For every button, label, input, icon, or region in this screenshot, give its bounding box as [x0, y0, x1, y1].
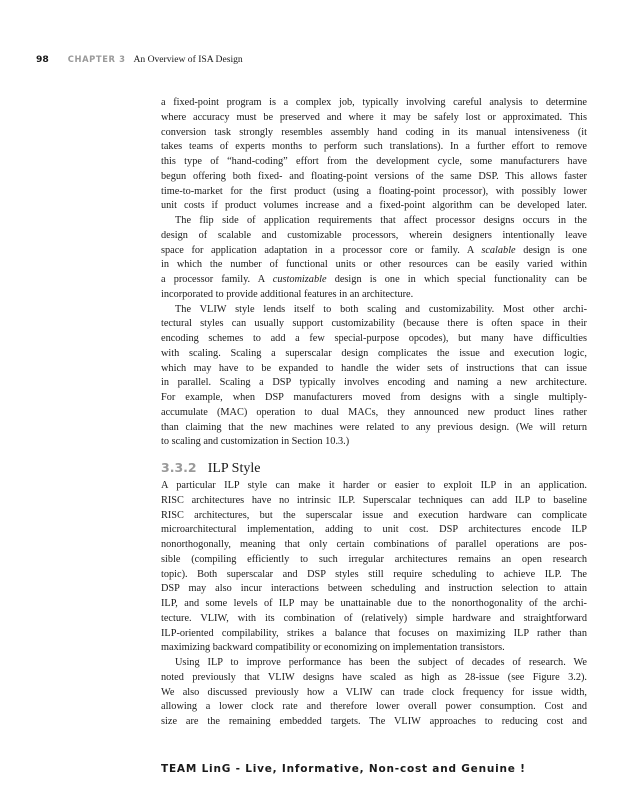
text-line: a fixed-point program is a complex job, typically involving careful analysis to determine — [161, 97, 587, 108]
text-line: to scaling and customization in Section 10.3.) — [161, 436, 350, 448]
text-line: unit costs if product volumes increase and a fixed-point algorithm can be developed later. — [161, 200, 587, 212]
text-line: We also discussed previously how a VLIW can trade clock frequency for issue width, — [161, 686, 587, 698]
text-line: A particular ILP style can make it harder or easier to exploit ILP in an application. — [161, 480, 587, 491]
text-line: For example, when DSP manufacturers moved from designs with a single multiply- — [161, 392, 587, 403]
text-line: DSP may also incur interactions between scheduling and instruction selection to attain — [161, 583, 587, 595]
text-line: design of scalable and customizable processors, wherein designers intentionally leave — [161, 229, 587, 241]
text-line: than claiming that the new machines were related to any previous design. (We will return — [161, 421, 587, 433]
text-line: a processor family. A customizable design is one in which special functionality can be — [161, 274, 587, 285]
chapter-label: CHAPTER 3 — [67, 54, 126, 64]
chapter-title: An Overview of ISA Design — [133, 54, 243, 65]
page-number: 98 — [36, 54, 49, 65]
footer-banner: TEAM LinG - Live, Informative, Non-cost and Genuine ! — [161, 763, 526, 775]
text-line: nonorthogonally, meaning that only certain combinations of parallel operations are pos- — [161, 539, 587, 550]
text-line: conversion task strongly resembles assembly hand coding in its manual intensiveness (it — [161, 126, 587, 138]
running-header — [36, 54, 243, 65]
text-line: in which the number of functional units or other resources can be easily varied within — [161, 259, 587, 271]
text-line: size are the remaining embedded targets. The VLIW approaches to reducing cost and — [161, 716, 587, 727]
text-line: which may have to be expanded to handle the wider sets of instructions that can issue — [161, 362, 587, 374]
text-line: topic). Both superscalar and DSP styles still require scheduling to achieve ILP. The — [161, 568, 587, 580]
section-number: 3.3.2 — [161, 460, 197, 475]
text-line: ILP-oriented compilability, strikes a balance that focuses on maximizing ILP rather than — [161, 627, 587, 639]
text-line: tectural styles can usually support customizability (because there is often space in their — [161, 318, 587, 330]
text-line: begun offering both fixed- and floating-point versions of the same DSP. This allows faster — [161, 170, 587, 182]
text-line: maximizing backward compatibility or economizing on implementation transistors. — [161, 642, 505, 654]
text-line: time-to-market for the first product (using a floating-point processor), with possibly lower — [161, 185, 587, 197]
text-line: takes teams of experts months to perform such translations). In a further effort to remove — [161, 141, 587, 153]
text-line: RISC architectures have no intrinsic ILP. Superscalar techniques can add ILP to baseline — [161, 494, 587, 506]
text-line: incorporated to provide additional features in an architecture. — [161, 288, 414, 300]
body-text-top — [161, 96, 587, 450]
text-line: noted previously that VLIW designs have scaled as high as 28-issue (see Figure 3.2). — [161, 671, 587, 683]
text-line: microarchitectural implementation, adding to unit cost. DSP architectures encode ILP — [161, 524, 587, 536]
text-line: The VLIW style lends itself to both scaling and customizability. Most other archi- — [175, 303, 587, 315]
text-line: The flip side of application requirements that affect processor designs occurs in the — [175, 215, 587, 226]
text-line: RISC architectures, but the superscalar issue and execution hardware can complicate — [161, 509, 587, 521]
text-line: encoding schemes to add a few special-purpose opcodes), but many have difficulties — [161, 333, 587, 344]
text-line: space for application adaptation in a processor core or family. A scalable design is one — [161, 244, 587, 256]
text-line: where accuracy must be preserved and where it may be safely lost or approximated. This — [161, 111, 587, 123]
body-text-bottom — [161, 479, 587, 730]
text-line: accumulate (MAC) operation to dual MACs, they announced new product lines rather — [161, 406, 587, 418]
section-heading — [161, 457, 260, 477]
text-line: in parallel. Scaling a DSP typically involves encoding and naming a new architecture. — [161, 377, 587, 389]
section-title: ILP Style — [207, 461, 261, 476]
text-line: allowing a lower clock rate and therefore lower overall power consumption. Cost and — [161, 701, 587, 713]
text-line: Using ILP to improve performance has been the subject of decades of research. We — [175, 657, 587, 668]
text-line: tecture. VLIW, with its combination of (relatively) simple hardware and straightforward — [161, 612, 587, 624]
text-line: ILP, and some levels of ILP may be unattainable due to the nonorthogonality of the archi- — [161, 598, 587, 609]
text-line: sible (compiling efficiently to such irregular architectures remains an open research — [161, 553, 587, 565]
text-line: with scaling. Scaling a superscalar design complicates the issue and execution logic, — [161, 347, 587, 359]
text-line: this type of “hand-coding” effort from the development cycle, some manufacturers have — [161, 156, 587, 167]
